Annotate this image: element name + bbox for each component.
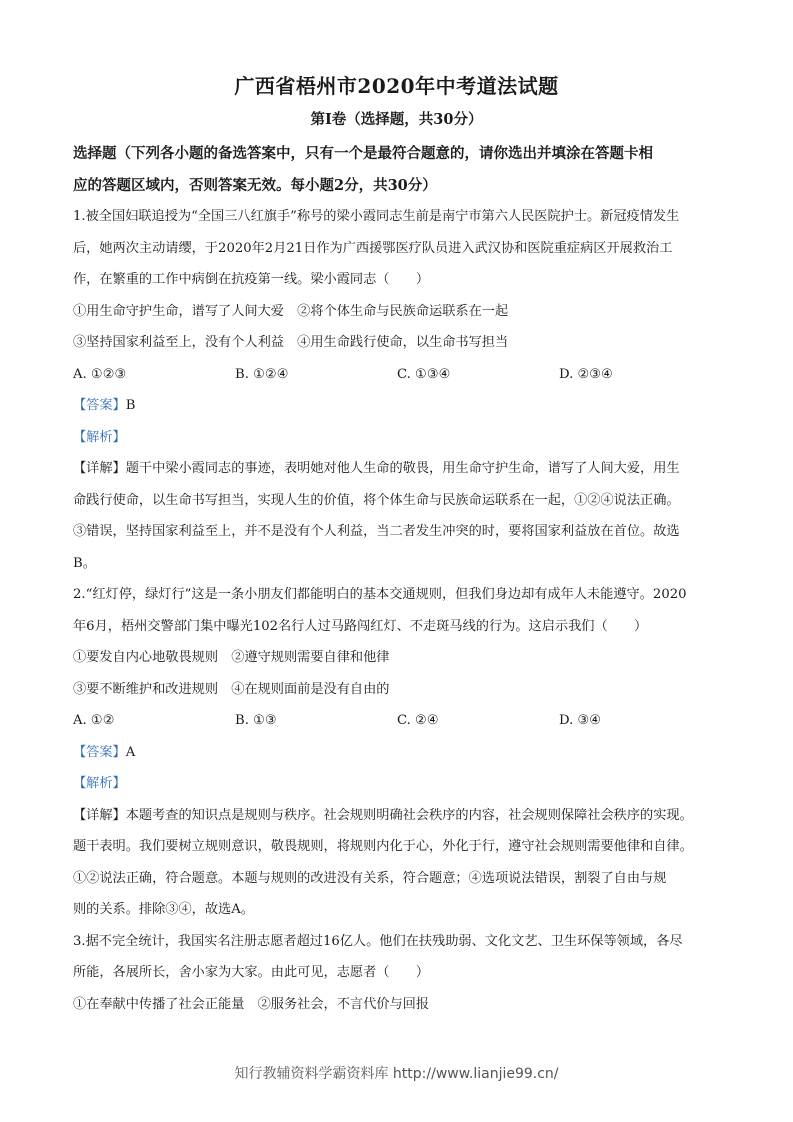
- content: [73, 138, 723, 1020]
- instructions-line: 应的答题区域内，否则答案无效。每小题2分，共30分）: [73, 176, 437, 194]
- q1-answer: [73, 390, 723, 422]
- q1-detail-line: B。: [73, 555, 96, 571]
- answer-value: B: [125, 398, 136, 413]
- q1-detail-line: 命践行使命，以生命书写担当，实现人生的价值，将个体生命与民族命运联系在一起，①②④说法正确。: [73, 492, 680, 508]
- q1-analysis-label: 【解析】: [73, 429, 126, 445]
- q1-stem-line: 后，她两次主动请缨，于2020年2月21日作为广西援鄂医疗队员进入武汉协和医院重症病区开展救治工: [73, 240, 673, 256]
- q1-detail-line: ③错误，坚持国家利益至上，并不是没有个人利益，当二者发生冲突的时，要将国家利益放在首位。故选: [73, 524, 680, 539]
- answer-label: 【答案】: [73, 398, 126, 413]
- instructions-line: 选择题（下列各小题的备选答案中，只有一个是最符合题意的，请你选出并填涂在答题卡相: [73, 145, 653, 162]
- q2-statement: ①要发自内心地敬畏规则 ②遵守规则需要自律和他律: [73, 650, 390, 665]
- footer-watermark[interactable]: 知行教辅资料学霸资料库 http://www.lianjie99.cn/: [234, 1066, 559, 1082]
- q2-analysis-label: 【解析】: [73, 776, 126, 791]
- q2-stem-line: 2.“红灯停，绿灯行”这是一条小朋友们都能明白的基本交通规则，但我们身边却有成年人未能遵守。2020: [73, 587, 687, 602]
- q1-stem-line: 1.被全国妇联追授为“全国三八红旗手”称号的梁小霞同志生前是南宁市第六人民医院护士。新冠疫情发生: [73, 209, 680, 224]
- q2-option-a: A. ①②: [73, 713, 115, 728]
- q2-detail-line: ①②说法正确，符合题意。本题与规则的改进没有关系，符合题意；④选项说法错误，割裂了自由与规: [73, 870, 667, 886]
- page-title: 广西省梧州市2020年中考道法试题: [234, 74, 559, 98]
- q1-options: [73, 359, 723, 391]
- q2-detail-line: 题干表明。我们要树立规则意识，敬畏规则，将规则内化于心，外化于行，遵守社会规则需要他律和自律。: [73, 839, 693, 854]
- q3-stem-line: 3.据不完全统计，我国实名注册志愿者超过16亿人。他们在扶残助弱、文化文艺、卫生环保等领域，各尽: [73, 933, 683, 949]
- answer-label: 【答案】: [73, 744, 126, 760]
- q1-option-c: C. ①③④: [397, 366, 451, 382]
- q1-stem-line: 作，在繁重的工作中病倒在抗疫第一线。梁小霞同志（ ）: [73, 272, 430, 287]
- q2-option-c: C. ②④: [397, 713, 439, 728]
- q1-option-a: A. ①②③: [73, 366, 127, 382]
- q2-stem-line: 年6月，梧州交警部门集中曝光102名行人过马路闯红灯、不走斑马线的行为。这启示我们（ ）: [73, 618, 648, 634]
- q3-statement: ①在奉献中传播了社会正能量 ②服务社会，不言代价与回报: [73, 996, 430, 1012]
- q1-statement: ③坚持国家利益至上，没有个人利益 ④用生命践行使命，以生命书写担当: [73, 335, 509, 350]
- q2-option-d: D. ③④: [559, 713, 602, 728]
- q1-detail-line: 【详解】题干中梁小霞同志的事迹，表明她对他人生命的敬畏，用生命守护生命，谱写了人间大爱，用生: [73, 461, 680, 476]
- q2-option-b: B. ①③: [235, 713, 277, 728]
- q2-statement: ③要不断维护和改进规则 ④在规则面前是没有自由的: [73, 681, 390, 697]
- q3-stem-line: 所能，各展所长，舍小家为大家。由此可见，志愿者（ ）: [73, 965, 430, 980]
- q1-option-b: B. ①②④: [235, 366, 289, 382]
- q1-option-d: D. ②③④: [559, 366, 613, 382]
- answer-value: A: [125, 744, 136, 760]
- q2-detail-line: 则的关系。排除③④，故选A。: [73, 902, 254, 917]
- q2-options: [73, 705, 723, 737]
- section-subtitle: 第Ⅰ卷（选择题，共30分）: [310, 111, 483, 128]
- q1-statement: ①用生命守护生命，谱写了人间大爱 ②将个体生命与民族命运联系在一起: [73, 303, 509, 319]
- q2-detail-line: 【详解】本题考查的知识点是规则与秩序。社会规则明确社会秩序的内容，社会规则保障社会秩序的实现。: [73, 807, 693, 823]
- q2-answer: [73, 737, 723, 769]
